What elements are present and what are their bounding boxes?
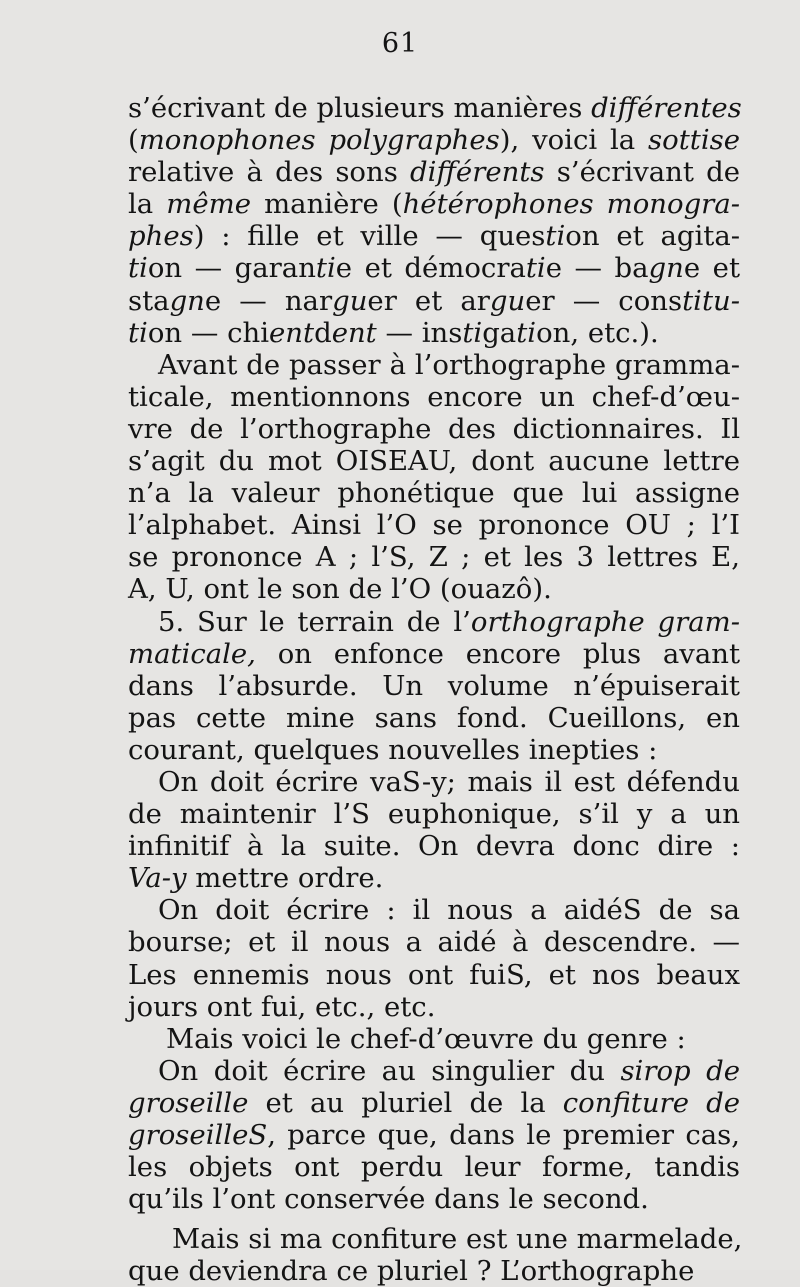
text-line: Mais si ma confiture est une marmelade, <box>172 1223 743 1256</box>
italic-text: phes <box>128 220 194 253</box>
text-line: Avant de passer à l’orthographe gramma- <box>158 348 740 381</box>
text-line: groseille et au pluriel de la confiture de <box>128 1086 740 1119</box>
italic-text: différentes <box>591 92 742 124</box>
italic-text: monophones polygraphes <box>138 124 500 157</box>
text-line: groseilleS, parce que, dans le premier cas, <box>128 1119 740 1151</box>
text-line: Mais voici le chef-d’œuvre du genre : <box>166 1022 686 1055</box>
text-line: phes) : fille et ville — question et agita- <box>128 220 741 253</box>
text-line: stagne — narguer et arguer — constitu- <box>128 284 740 317</box>
italic-text: groseille <box>128 1086 249 1119</box>
italic-text: Va-y <box>128 862 187 895</box>
text-line: tion — chientdent — instigation, etc.). <box>128 316 659 349</box>
text-line: A, U, ont le son de l’O (ouazô). <box>128 573 552 606</box>
text-line: bourse; et il nous a aidé à descendre. — <box>128 926 740 959</box>
italic-text: ti <box>128 316 148 349</box>
page-number: 61 <box>381 28 419 59</box>
text-line: infinitif à la suite. On devra donc dire : <box>128 830 740 863</box>
italic-text: maticale, <box>128 637 256 670</box>
italic-text: gn <box>648 252 684 285</box>
paragraph <box>128 766 740 894</box>
text-line: se prononce A ; l’S, Z ; et les 3 lettres E, <box>128 541 740 574</box>
italic-text: confiture de <box>562 1086 740 1119</box>
text-line: jours ont fui, etc., etc. <box>128 990 436 1023</box>
paragraph <box>128 92 740 349</box>
italic-text: groseilleS <box>128 1119 268 1151</box>
paragraph <box>128 349 740 606</box>
italic-text: ent <box>269 316 315 349</box>
text-line: On doit écrire vaS-y; mais il est défendu <box>158 765 740 798</box>
italic-text: titu- <box>682 284 740 317</box>
italic-text: orthographe gram- <box>470 605 740 638</box>
italic-text: ti <box>128 252 148 285</box>
italic-text: sottise <box>648 124 740 157</box>
italic-text: ti <box>462 316 483 349</box>
paragraph <box>128 606 740 766</box>
italic-text: ti <box>516 316 537 349</box>
italic-text: ti <box>315 252 336 285</box>
page-body-text <box>128 92 743 1287</box>
italic-text: ti <box>545 220 566 253</box>
text-line: qu’ils l’ont conservée dans le second. <box>128 1183 649 1216</box>
text-line: (monophones polygraphes), voici la sottise <box>128 124 740 157</box>
text-line: On doit écrire : il nous a aidéS de sa <box>158 894 740 927</box>
italic-text: même <box>166 188 251 221</box>
paragraph-gap <box>128 1215 740 1223</box>
italic-text: gu <box>332 284 368 317</box>
text-line: tion — garantie et démocratie — bagne et <box>128 252 740 285</box>
paragraph <box>128 894 740 1022</box>
italic-text: ti <box>525 252 546 285</box>
italic-text: gn <box>169 284 205 317</box>
italic-text: sirop de <box>620 1054 740 1087</box>
italic-text: ent <box>331 316 377 349</box>
text-line: vre de l’orthographe des dictionnaires. Il <box>128 412 740 445</box>
text-line: les objets ont perdu leur forme, tandis <box>128 1151 740 1184</box>
text-line: que deviendra ce pluriel ? L’orthographe <box>128 1255 695 1287</box>
text-line: Les ennemis nous ont fuiS, et nos beaux <box>128 958 740 991</box>
text-line: relative à des sons différents s’écrivant de <box>128 156 740 189</box>
paragraph <box>128 1055 740 1215</box>
text-line: Va-y mettre ordre. <box>128 862 384 895</box>
text-line: n’a la valeur phonétique que lui assigne <box>128 477 740 510</box>
italic-text: hétérophones monogra- <box>402 188 741 221</box>
text-line: On doit écrire au singulier du sirop de <box>158 1054 740 1087</box>
paragraph <box>128 1223 743 1287</box>
text-line: s’écrivant de plusieurs manières différentes <box>128 92 742 124</box>
text-line: pas cette mine sans fond. Cueillons, en <box>128 701 740 734</box>
text-line: maticale, on enfonce encore plus avant <box>128 637 740 670</box>
italic-text: gu <box>489 284 526 317</box>
text-line: dans l’absurde. Un volume n’épuiserait <box>128 669 740 702</box>
text-line: s’agit du mot OISEAU, dont aucune lettre <box>128 445 740 478</box>
text-line: la même manière (hétérophones monogra- <box>128 188 741 221</box>
text-line: courant, quelques nouvelles inepties : <box>128 733 658 766</box>
text-line: ticale, mentionnons encore un chef-d’œu- <box>128 380 740 413</box>
text-line: l’alphabet. Ainsi l’O se prononce OU ; l’I <box>128 509 740 542</box>
paragraph <box>128 1023 740 1055</box>
text-line: de maintenir l’S euphonique, s’il y a un <box>128 798 740 831</box>
text-line: 5. Sur le terrain de l’orthographe gram- <box>158 605 740 638</box>
italic-text: différents <box>410 156 545 189</box>
